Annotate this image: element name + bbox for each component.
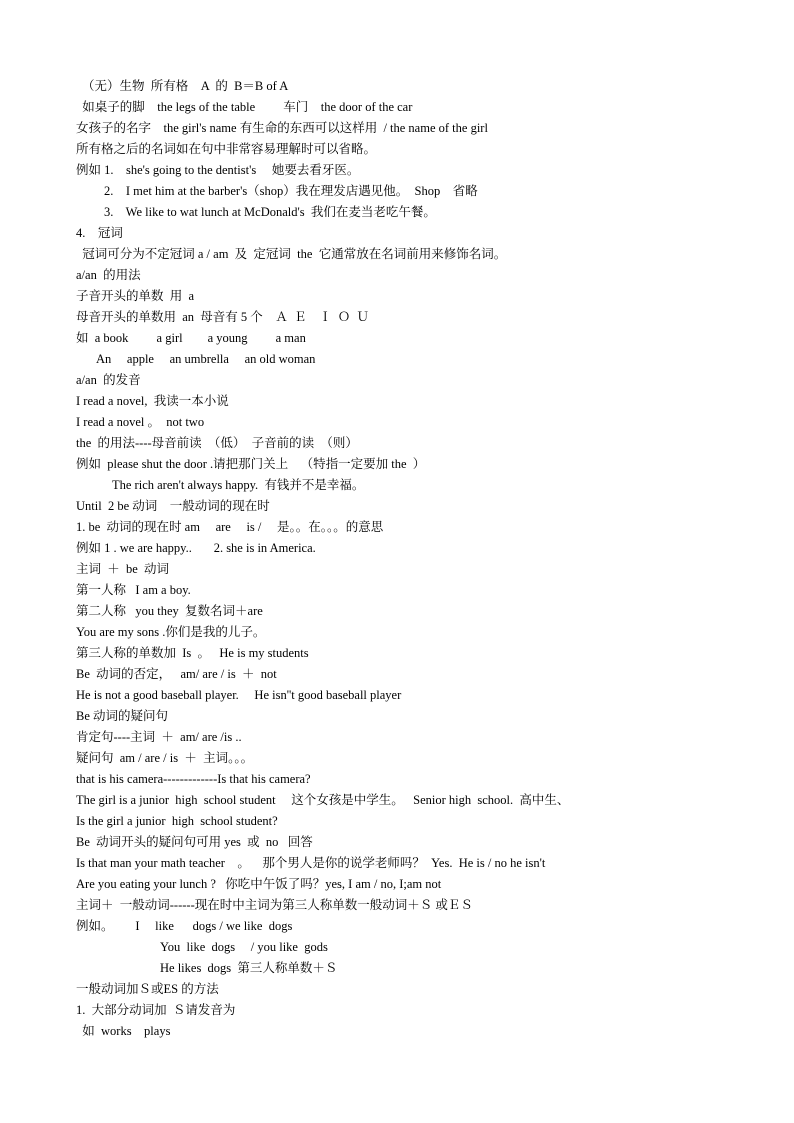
text-line: a/an 的用法: [76, 268, 141, 282]
text-line: Be 动词的疑问句: [76, 709, 169, 723]
text-line: 子音开头的单数 用 a: [76, 289, 195, 303]
text-line: 例如。 I like dogs / we like dogs: [76, 919, 293, 933]
text-line: 例如 please shut the door .请把那门关上 （特指一定要加 the ）: [76, 457, 426, 471]
text-line: 如 a book a girl a young a man: [76, 331, 306, 345]
text-line: 主词＋ 一般动词------现在时中主词为第三人称单数一般动词＋Ｓ 或ＥＳ: [76, 898, 473, 912]
section-heading: Until 2 be 动词 一般动词的现在时: [76, 499, 270, 513]
text-line: 主词 ＋ be 动词: [76, 562, 170, 576]
text-line: He is not a good baseball player. He isn''t good baseball player: [76, 688, 402, 702]
text-line: 例如 1. she's going to the dentist's 她要去看牙医。: [76, 163, 360, 177]
text-line: You are my sons .你们是我的儿子。: [76, 625, 266, 639]
text-line: 疑问句 am / are / is ＋ 主词。。。: [76, 751, 254, 765]
text-line: I read a novel, 我读一本小说: [76, 394, 229, 408]
text-line: 女孩子的名字 the girl's name 有生命的东西可以这样用 / the name of the girl: [76, 121, 488, 135]
text-line: （无）生物 所有格 A 的 B＝B of A: [82, 79, 289, 93]
text-line: 一般动词加Ｓ或ES 的方法: [76, 982, 219, 996]
text-line: You like dogs / you like gods: [160, 940, 328, 954]
text-line: 2. I met him at the barber's（shop）我在理发店遇见他。 Shop 省略: [104, 184, 478, 198]
text-line: I read a novel 。 not two: [76, 415, 205, 429]
text-line: The girl is a junior high school student 这个女孩是中学生。 Senior high school. 高中生、: [76, 793, 570, 807]
text-line: a/an 的发音: [76, 373, 141, 387]
text-line: The rich aren't always happy. 有钱并不是幸福。: [112, 478, 365, 492]
text-line: 3. We like to wat lunch at McDonald's 我们在麦当老吃午餐。: [104, 205, 436, 219]
text-line: 所有格之后的名词如在句中非常容易理解时可以省略。: [76, 142, 377, 156]
section-heading: 4. 冠词: [76, 226, 123, 240]
text-line: 冠词可分为不定冠词 a / am 及 定冠词 the 它通常放在名词前用来修饰名词。: [76, 247, 507, 261]
text-line: 第二人称 you they 复数名词＋are: [76, 604, 263, 618]
text-line: 第一人称 I am a boy.: [76, 583, 191, 597]
text-line: 肯定句----主词 ＋ am/ are /is ..: [76, 730, 242, 744]
text-line: 如桌子的脚 the legs of the table 车门 the door of the car: [76, 100, 413, 114]
text-line: An apple an umbrella an old woman: [96, 352, 316, 366]
text-line: 1. be 动词的现在时 am are is / 是。。在。。。的意思: [76, 520, 384, 534]
text-line: the 的用法----母音前读 （低） 子音前的读 （则）: [76, 436, 358, 450]
text-line: Is that man your math teacher 。 那个男人是你的说学老师吗？ Yes. He is / no he isn't: [76, 856, 546, 870]
text-line: Be 动词的否定， am/ are / is ＋ not: [76, 667, 277, 681]
text-line: He likes dogs 第三人称单数＋Ｓ: [160, 961, 338, 975]
text-line: 例如 1 . we are happy.. 2. she is in America.: [76, 541, 316, 555]
text-line: that is his camera-------------Is that his camera?: [76, 772, 311, 786]
text-line: 如 works plays: [76, 1024, 171, 1038]
text-line: 第三人称的单数加 Is 。 He is my students: [76, 646, 309, 660]
text-line: Be 动词开头的疑问句可用 yes 或 no 回答: [76, 835, 313, 849]
text-line: 母音开头的单数用 an 母音有 5 个 Ａ Ｅ Ｉ Ｏ Ｕ: [76, 310, 370, 324]
text-line: 1. 大部分动词加 Ｓ请发音为: [76, 1003, 236, 1017]
text-line: Are you eating your lunch ? 你吃中午饭了吗？yes, I am / no, I;am not: [76, 877, 442, 891]
text-line: Is the girl a junior high school student?: [76, 814, 278, 828]
